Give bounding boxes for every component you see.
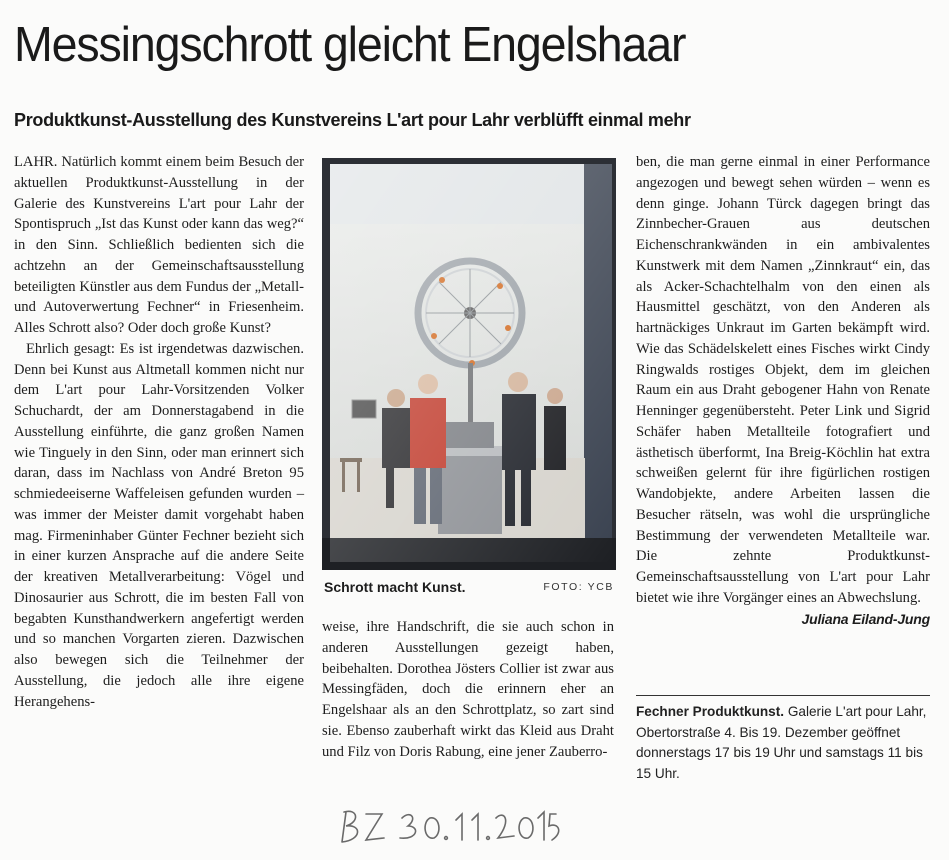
info-box [636,695,930,784]
exhibition-photo [322,158,616,570]
paragraph-4: ben, die man gerne einmal in einer Performance angezogen und bewegt sehen würden – wenn es denn ginge. Johann Türck dagegen bringt das Zinnbecher-Grauen aus deutschen Eichenschrankwänden in ein ambivalentes Kunstwerk mit dem Namen „Zinnkraut“ ein, das als Acker-Schachtelhalm von den einen als Hausmittel geschätzt, von den Anderen als hartnäckiges Unkraut im Garten bekämpft wird. Wie das Schädelskelett eines Fisches wirkt Cindy Ringwalds rostiges Objekt, dem im gleichen Raum ein aus Draht gebogener Hahn von Renate Henninger gegenübersteht. Peter Link und Sigrid Schäfer haben Metallteile fotografiert und ästhetisch überformt, Ina Breig-Köchlin hat extra schweißen gelernt für ihre figürlichen rostigen Wandobjekte, andere Arbeiten lassen die Besucher rätseln, was wohl die ursprüngliche Bestimmung der verwendeten Metallteile war. Die zehnte Produktkunst-Gemeinschaftsausstellung von L'art pour Lahr bietet wie ihre Vorgänger eines an Abwechslung. [636,154,930,606]
subheadline: Produktkunst-Ausstellung des Kunstvereins L'art pour Lahr verblüfft einmal mehr [14,110,691,130]
info-box-text: Galerie L'art pour Lahr, Obertorstraße 4. Bis 19. Dezember geöffnet donnerstags 17 bis 19 Uhr und samstags 11 bis 15 Uhr. [636,704,927,781]
photo-caption-bar [322,577,616,599]
photo-caption: Schrott macht Kunst. [324,579,466,595]
author-byline: Juliana Eiland-Jung [801,610,930,627]
info-box-title: Fechner Produktkunst. [636,704,785,719]
column-2 [322,617,614,762]
paragraph-1: LAHR. Natürlich kommt einem beim Besuch der aktuellen Produktkunst-Ausstellung in der Galerie des Kunstvereins L'art pour Lahr der Spontispruch „Ist das Kunst oder kann das weg?“ in den Sinn. Schließlich bedienten sich die achtzehn an der Gemeinschaftsausstellung beteiligten Künstler aus dem Fundus der „Metall- und Autoverwertung Fechner“ in Friesenheim. Alles Schrott also? Oder doch große Kunst? [14,154,304,336]
handwritten-note [338,800,568,850]
photo-illustration [322,158,616,570]
photo-credit: FOTO: YCB [543,581,614,593]
paragraph-2: Ehrlich gesagt: Es ist irgendetwas dazwischen. Denn bei Kunst aus Altmetall kommen nicht nur dem L'art pour Lahr-Vorsitzenden Volker Schuchardt, der am Donnerstagabend in die Ausstellung einführte, die ganz großen Namen wie Tinguely in den Sinn, oder man erinnert sich daran, dass im Nachlass von André Breton 95 schmiedeeiserne Waffeleisen gefunden wurden – was immer der Meister damit vorgehabt haben mag. Firmeninhaber Günter Fechner bezieht sich in einer kurzen Ansprache auf die andere Seite der kreativen Metallverarbeitung: Vögel und Dinosaurier aus Schrott, die im besten Fall von begabten Kunsthandwerkern angefertigt werden und so manchen Vorgarten zieren. Dazwischen also bewegen sich die Teilnehmer der Ausstellung, die jedoch alle ihre eigene Herangehens- [14,340,304,710]
column-3 [636,152,930,629]
column-1 [14,152,304,712]
headline: Messingschrott gleicht Engelshaar [14,18,686,72]
paragraph-3: weise, ihre Handschrift, die sie auch schon in anderen Ausstellungen gezeigt haben, beibehalten. Dorothea Jösters Collier ist zwar aus Messingfäden, doch die erinnern eher an Engelshaar als an den Schrottplatz, so zart sind sie. Ebenso zauberhaft wirkt das Kleid aus Draht und Filz von Doris Rabung, eine jener Zauberro- [322,619,614,760]
